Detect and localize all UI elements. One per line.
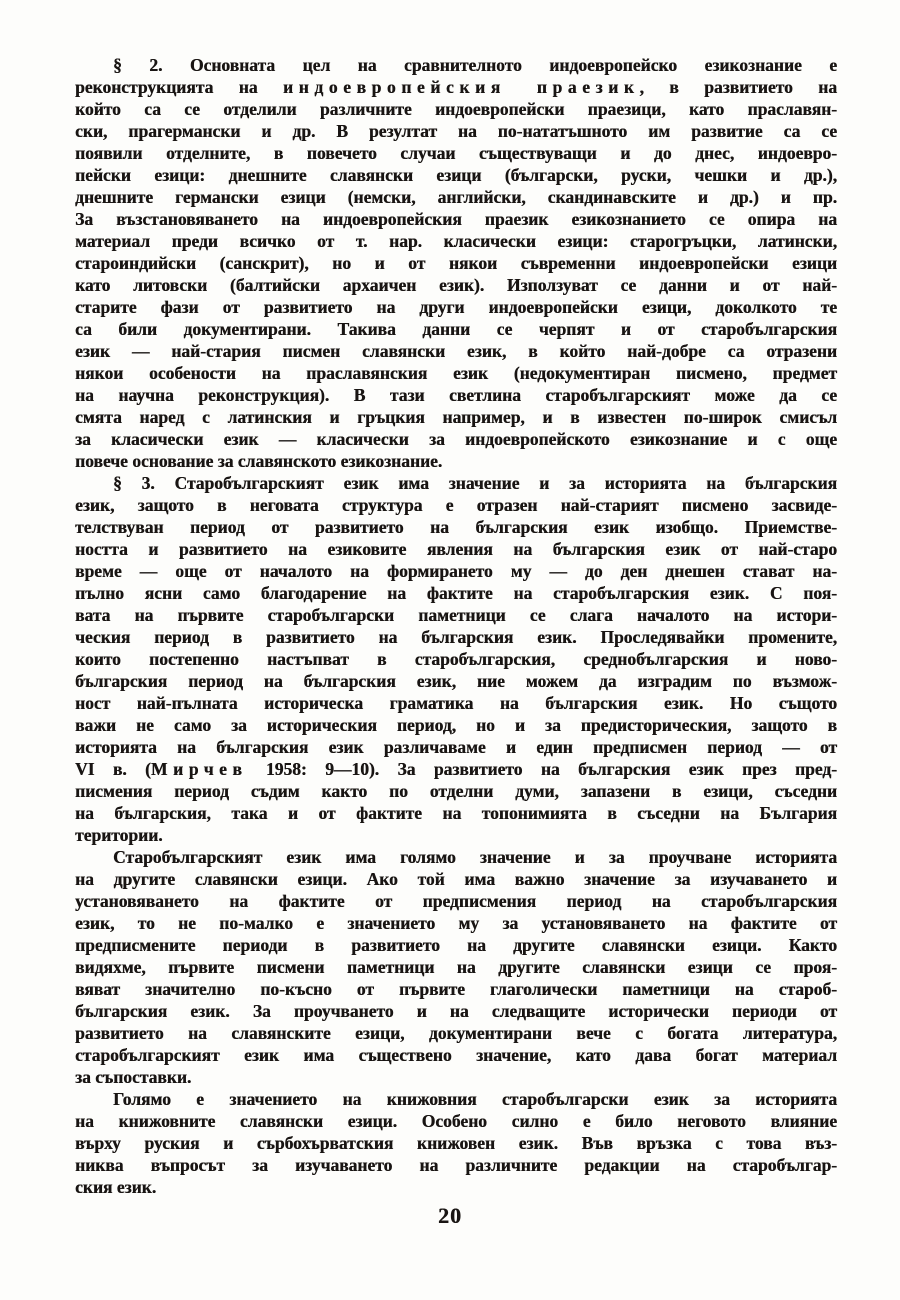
text-run: българския период на българския език, ние можем да изградим по възмож- <box>75 671 837 691</box>
text-line <box>75 1000 837 1022</box>
text-run: староиндийски (санскрит), но и от някои съвременни индоевропейски езици <box>75 253 837 273</box>
text-run: важи не само за историческия период, но и за предисторическия, защото в <box>75 715 837 735</box>
text-run: историята на българския език различаваме и един предписмен период — от <box>75 737 837 757</box>
text-line <box>75 142 837 164</box>
text-run: пейски езици: днешните славянски езици (български, руски, чешки и др.), <box>75 165 837 185</box>
text-run: ски, прагермански и др. В резултат на по-нататъшното им развитие са се <box>75 121 837 141</box>
text-run: за съпоставки. <box>75 1067 192 1087</box>
text-line <box>75 912 837 934</box>
text-line <box>75 1132 837 1154</box>
text-line <box>75 120 837 142</box>
text-line <box>75 1176 837 1198</box>
text-run: на българския, така и от фактите на топонимията в съседни на България <box>75 803 837 823</box>
text-run: българския език. За проучването и на следващите исторически периоди от <box>75 1001 837 1021</box>
text-run: на научна реконструкция). В тази светлина старобългарският може да се <box>75 385 837 405</box>
text-line <box>75 736 837 758</box>
text-line <box>75 252 837 274</box>
text-line <box>75 516 837 538</box>
text-run: ческия период в развитието на българския език. Проследявайки промените, <box>75 627 837 647</box>
text-line <box>75 428 837 450</box>
text-line <box>75 1066 837 1088</box>
text-run: , в развитието на <box>639 77 837 97</box>
text-line <box>75 362 837 384</box>
text-run: днешните германски езици (немски, английски, скандинавските и др.) и пр. <box>75 187 837 207</box>
text-run: на книжовните славянски езици. Особено силно е било неговото влияние <box>75 1111 837 1131</box>
text-line <box>75 648 837 670</box>
text-line <box>75 76 837 98</box>
letterspaced-emphasis: Мирчев <box>150 759 248 779</box>
text-line <box>75 824 837 846</box>
text-run: ския език. <box>75 1177 157 1197</box>
text-line <box>75 1044 837 1066</box>
text-run: са били документирани. Такива данни се черпят и от старобългарския <box>75 319 837 339</box>
text-run: на другите славянски езици. Ако той има важно значение за изучаването и <box>75 869 837 889</box>
letterspaced-emphasis: индоевропейския праезик <box>282 77 640 97</box>
text-line <box>75 1088 837 1110</box>
text-line <box>75 846 837 868</box>
text-run: развитието на славянските езици, документирани вече с богата литература, <box>75 1023 837 1043</box>
text-run: някои особености на праславянския език (недокументиран писмено, предмет <box>75 363 837 383</box>
text-line <box>75 186 837 208</box>
text-run: език — най-стария писмен славянски език, в който най-добре са отразени <box>75 341 837 361</box>
text-run: старобългарският език има съществено значение, като дава богат материал <box>75 1045 837 1065</box>
text-run: За възстановяването на индоевропейския праезик езикознанието се опира на <box>75 209 837 229</box>
text-run: писмения период съдим както по отделни думи, запазени в езици, съседни <box>75 781 837 801</box>
text-run: § 3. Старобългарският език има значение и за историята на българския <box>113 473 837 493</box>
text-run: 1958: 9—10). За развитието на българския език през пред- <box>247 759 837 779</box>
text-line <box>75 780 837 802</box>
text-run: като литовски (балтийски архаичен език). Използуват се данни и от най- <box>75 275 837 295</box>
text-line <box>75 406 837 428</box>
text-run: появили отделните, в повечето случаи съществуващи и до днес, индоевро- <box>75 143 837 163</box>
text-run: материал преди всичко от т. нар. класически езици: старогръцки, латински, <box>75 231 837 251</box>
text-run: Старобългарският език има голямо значение и за проучване историята <box>113 847 837 867</box>
text-run: повече основание за славянското езикознание. <box>75 451 443 471</box>
text-line <box>75 1110 837 1132</box>
text-line <box>75 604 837 626</box>
text-run: реконструкцията на <box>75 77 283 97</box>
text-run: върху руския и сърбохърватския книжовен език. Във връзка с това въз- <box>75 1133 837 1153</box>
text-line <box>75 1154 837 1176</box>
text-line <box>75 230 837 252</box>
text-run: за класически език — класически за индоевропейското езикознание и с още <box>75 429 837 449</box>
text-run: видяхме, първите писмени паметници на другите славянски езици се проя- <box>75 957 837 977</box>
text-run: който са се отделили различните индоевропейски праезици, като праславян- <box>75 99 837 119</box>
text-run: език, защото в неговата структура е отразен най-старият писмено засвиде- <box>75 495 837 515</box>
text-line <box>75 670 837 692</box>
text-run: предписмените периоди в развитието на другите славянски езици. Както <box>75 935 837 955</box>
text-run: установяването на фактите от предписмения период на старобългарския <box>75 891 837 911</box>
text-line <box>75 208 837 230</box>
text-line <box>75 340 837 362</box>
text-line <box>75 934 837 956</box>
text-line <box>75 494 837 516</box>
text-line <box>75 956 837 978</box>
text-line <box>75 890 837 912</box>
text-run: вата на първите старобългарски паметници се слага началото на истори- <box>75 605 837 625</box>
text-run: територии. <box>75 825 163 845</box>
text-run: VI в. ( <box>75 759 151 779</box>
text-run: Голямо е значението на книжовния старобългарски език за историята <box>113 1089 837 1109</box>
text-line <box>75 560 837 582</box>
text-line <box>75 472 837 494</box>
text-line <box>75 692 837 714</box>
text-line <box>75 98 837 120</box>
text-line <box>75 54 837 76</box>
text-line <box>75 978 837 1000</box>
text-line <box>75 274 837 296</box>
text-run: пълно ясни само благодарение на фактите на старобългарския език. С поя- <box>75 583 837 603</box>
text-line <box>75 538 837 560</box>
text-line <box>75 318 837 340</box>
text-line <box>75 626 837 648</box>
text-run: смята наред с латинския и гръцкия например, и в известен по-широк смисъл <box>75 407 837 427</box>
text-line <box>75 714 837 736</box>
text-run: ността и развитието на езиковите явления на българския език от най-старо <box>75 539 837 559</box>
text-run: ност най-пълната историческа граматика на българския език. Но същото <box>75 693 837 713</box>
text-line <box>75 296 837 318</box>
text-line <box>75 582 837 604</box>
text-run: език, то не по-малко е значението му за установяването на фактите от <box>75 913 837 933</box>
text-line <box>75 1022 837 1044</box>
text-line <box>75 164 837 186</box>
text-run: § 2. Основната цел на сравнителното индоевропейско езикознание е <box>113 55 837 75</box>
page-number: 20 <box>438 1203 462 1228</box>
text-run: време — още от началото на формирането му — до ден днешен стават на- <box>75 561 837 581</box>
text-run: никва въпросът за изучаването на различните редакции на старобългар- <box>75 1155 837 1175</box>
body-text <box>75 54 837 1198</box>
text-line <box>75 450 837 472</box>
text-run: старите фази от развитието на други индоевропейски езици, доколкото те <box>75 297 837 317</box>
text-line <box>75 802 837 824</box>
text-run: вяват значително по-късно от първите глаголически паметници на староб- <box>75 979 837 999</box>
text-line <box>75 868 837 890</box>
text-line <box>75 384 837 406</box>
text-run: телствуван период от развитието на българския език изобщо. Приемстве- <box>75 517 837 537</box>
text-run: които постепенно настъпват в старобългарския, среднобългарския и ново- <box>75 649 837 669</box>
text-line <box>75 758 837 780</box>
